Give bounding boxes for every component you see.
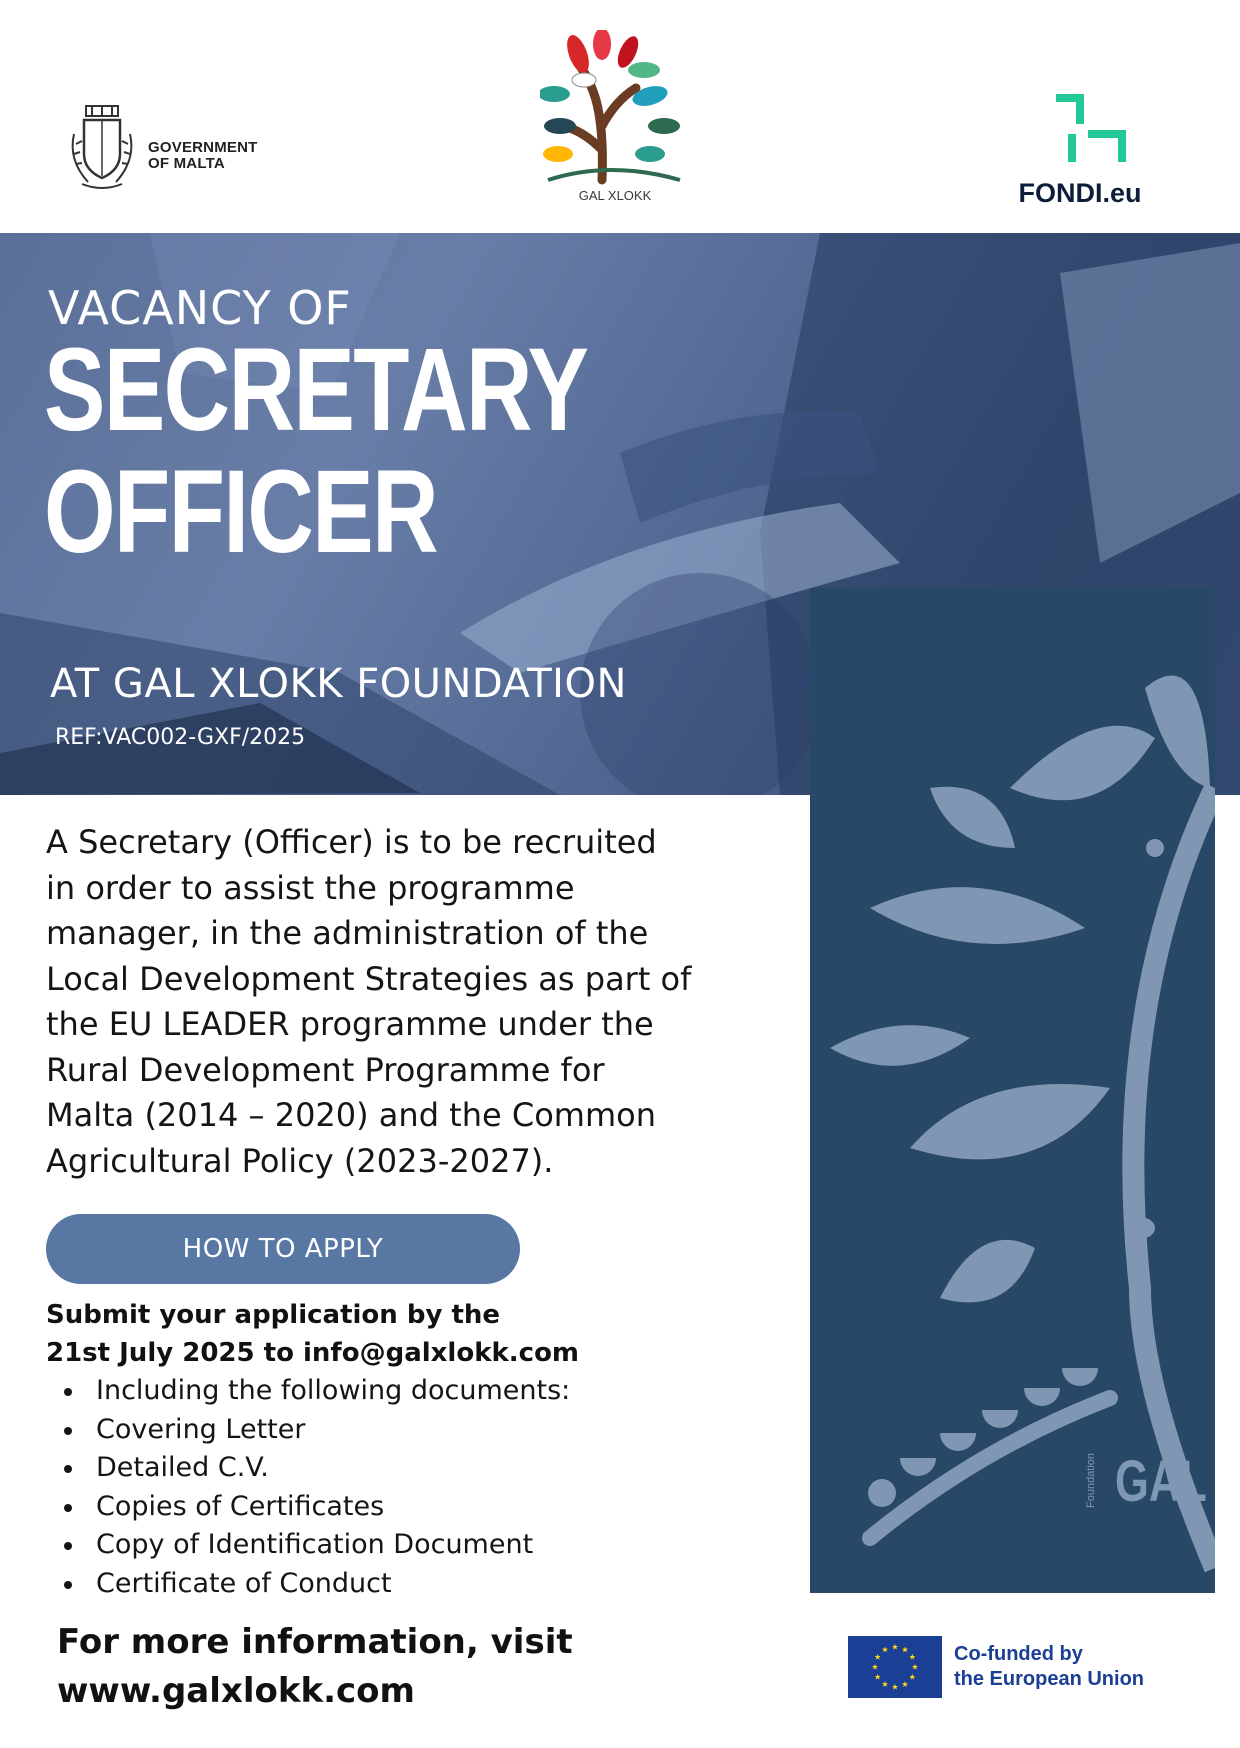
government-logo-line1: GOVERNMENT — [148, 139, 258, 156]
description-line: A Secretary (Officer) is to be recruited — [46, 823, 657, 861]
fondi-eu-logo — [1000, 94, 1160, 214]
submission-instructions — [46, 1296, 666, 1372]
gal-xlokk-tree-icon — [540, 30, 690, 190]
hero-subtitle: AT GAL XLOKK FOUNDATION — [50, 661, 627, 707]
panel-brand-small: Foundation — [1085, 1452, 1097, 1508]
more-information — [57, 1618, 757, 1716]
gal-xlokk-logo-label: GAL XLOKK — [578, 188, 652, 203]
panel-brand-text: GAL — [1115, 1449, 1207, 1514]
fondi-arrows-icon — [1052, 94, 1132, 166]
decorative-tree-panel — [810, 588, 1215, 1593]
submit-line2: 21st July 2025 to info@galxlokk.com — [46, 1338, 580, 1368]
eu-line1: Co-funded by — [954, 1643, 1083, 1665]
tree-leaves-graphic — [810, 588, 1215, 1593]
description-line: in order to assist the programme — [46, 868, 575, 907]
more-info-line1: For more information, visit — [57, 1622, 573, 1662]
hero-overline: VACANCY OF — [48, 281, 352, 335]
eu-cofunded-text — [954, 1642, 1194, 1692]
list-item: Including the following documents: — [58, 1372, 758, 1411]
list-item: Copy of Identification Document — [58, 1526, 758, 1565]
description-line: Rural Development Programme for — [46, 1050, 605, 1089]
description-line: Local Development Strategies as part of — [46, 959, 692, 998]
gal-xlokk-logo — [540, 30, 690, 212]
list-item: Covering Letter — [58, 1411, 758, 1450]
government-of-malta-logo — [66, 104, 306, 194]
vacancy-description — [46, 820, 736, 1184]
hero-title-line2: OFFICER — [44, 446, 438, 578]
list-item: Copies of Certificates — [58, 1488, 758, 1527]
eu-flag-icon — [848, 1636, 942, 1698]
government-logo-text — [148, 140, 308, 172]
government-logo-line2: OF MALTA — [148, 155, 225, 172]
description-line: Agricultural Policy (2023-2027). — [46, 1141, 554, 1180]
description-line: manager, in the administration of the — [46, 914, 649, 952]
fondi-eu-logo-label: FONDI.eu — [1018, 178, 1142, 208]
list-item: Certificate of Conduct — [58, 1565, 758, 1604]
submit-line1: Submit your application by the — [46, 1300, 501, 1330]
description-line: the EU LEADER programme under the — [46, 1005, 654, 1043]
eu-cofunded-badge — [848, 1636, 1188, 1698]
hero-reference: REF:VAC002-GXF/2025 — [55, 725, 306, 750]
how-to-apply-button[interactable]: HOW TO APPLY — [46, 1214, 520, 1284]
eu-line2: the European Union — [954, 1668, 1144, 1690]
description-line: Malta (2014 – 2020) and the Common — [46, 1096, 656, 1134]
header-logos — [0, 0, 1240, 233]
list-item: Detailed C.V. — [58, 1449, 758, 1488]
hero-title-line1: SECRETARY — [44, 324, 588, 456]
website-link[interactable]: www.galxlokk.com — [57, 1671, 415, 1711]
malta-coat-of-arms-icon — [66, 104, 138, 192]
required-documents-list — [58, 1372, 758, 1603]
